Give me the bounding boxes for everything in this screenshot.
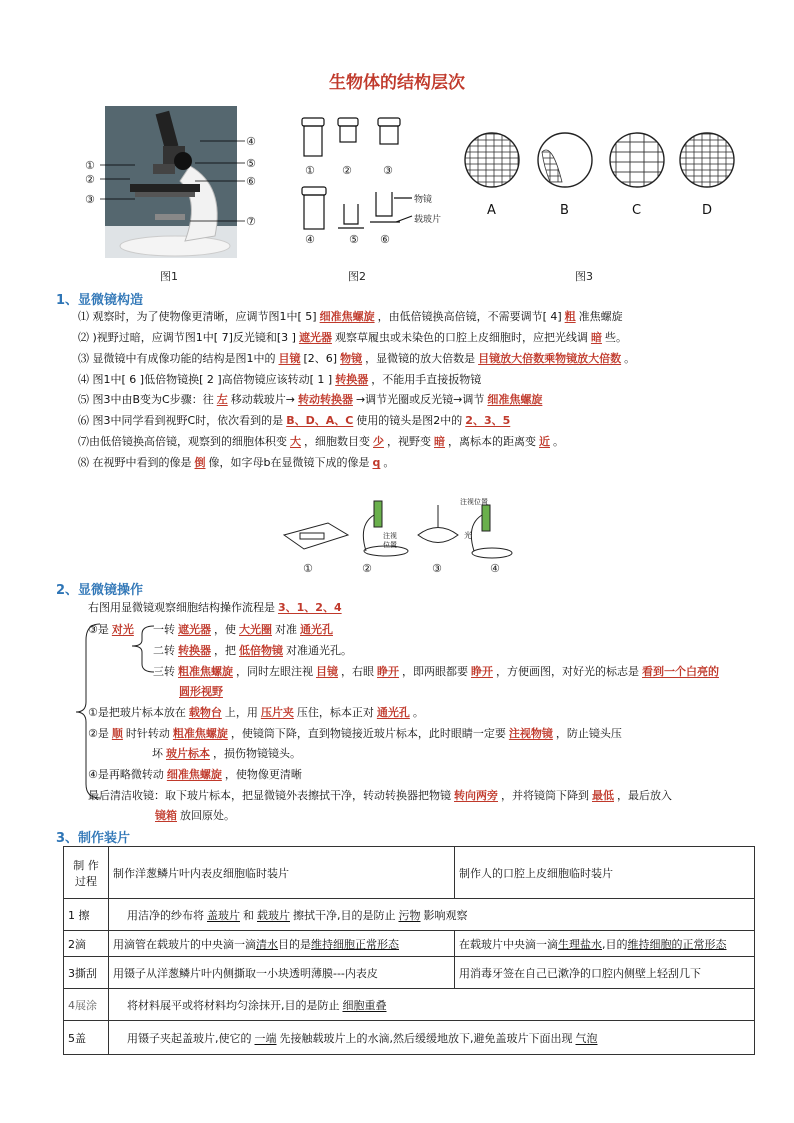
q5-text-mid: 移动载玻片→ <box>230 393 295 406</box>
step1-text: ①是把玻片标本放在 <box>88 706 186 719</box>
step1-text-mid2: 压住，标本正对 <box>296 706 374 719</box>
step-3c <box>153 664 722 680</box>
op-label-2: ② <box>362 562 372 575</box>
fig2-label-4: ④ <box>305 233 315 246</box>
q8-text-mid: 像，如字母b在显微镜下成的像是 <box>208 456 370 469</box>
table-row <box>64 1021 755 1055</box>
step3b-answer-2: 低倍物镜 <box>239 644 283 657</box>
row1-content <box>109 899 755 931</box>
step3b-text-mid: ，把 <box>214 644 236 657</box>
row2-cheek <box>455 931 755 957</box>
fig2-label-3: ③ <box>383 164 393 177</box>
question-7 <box>78 434 564 450</box>
op-intro <box>88 600 345 616</box>
step3a-answer-1: 遮光器 <box>178 623 211 636</box>
section2-heading: 2、显微镜操作 <box>56 583 144 598</box>
q6-answer-1: B、D、A、C <box>286 414 354 427</box>
row1-text-mid: 和 <box>243 908 254 922</box>
step3b-text-post: 对准通光孔。 <box>286 644 352 657</box>
step-2 <box>88 726 622 742</box>
row1-answer-3: 污物 <box>398 908 421 922</box>
step-1 <box>88 705 424 721</box>
table-row <box>64 931 755 957</box>
step2b-text: 坏 <box>152 747 163 760</box>
q8-text: ⑻ 在视野中看到的像是 <box>78 456 192 469</box>
q2-text-post: 些。 <box>604 331 627 344</box>
row5-answer-2: 气泡 <box>575 1031 598 1045</box>
fig3-label-d: D <box>702 203 713 218</box>
row5-answer-1: 一端 <box>254 1031 277 1045</box>
row1-text-mid2: 擦拭干净,目的是防止 <box>293 908 396 922</box>
step2-answer-3: 注视物镜 <box>508 727 553 740</box>
row1-answer-1: 盖玻片 <box>207 908 240 922</box>
row5-step: 5盖 <box>64 1021 109 1055</box>
fig2-slide-label: 载玻片 <box>414 215 442 225</box>
question-8 <box>78 455 394 471</box>
q7-answer-2: 少 <box>373 435 384 448</box>
step2b-text-post: ，损伤物镜镜头。 <box>213 747 301 760</box>
question-2 <box>78 330 627 346</box>
q2-answer-2: 暗 <box>590 331 602 344</box>
step2-text: ②是 <box>88 727 109 740</box>
q7-text: ⑺由低倍镜换高倍镜，观察到的细胞体积变 <box>78 435 287 448</box>
step2-text-mid2: ，使镜筒下降，直到物镜接近玻片标本，此时眼睛一定要 <box>230 727 506 740</box>
fig3-label-c: C <box>632 203 642 218</box>
q3-answer-1: 目镜 <box>278 352 301 365</box>
q5-answer-1: 左 <box>216 393 228 406</box>
step1-text-post: 。 <box>412 706 424 719</box>
step2-answer-2: 粗准焦螺旋 <box>172 727 228 740</box>
op-label-3: ③ <box>432 562 442 575</box>
step3c-text-mid2: ，右眼 <box>341 665 374 678</box>
q5-text-mid2: →调节光圈或反光镜→调节 <box>355 393 485 406</box>
fig1-callout-3: ③ <box>85 193 95 206</box>
step3c-text-mid: ，同时左眼注视 <box>236 665 313 678</box>
q1-text-post: 准焦螺旋 <box>578 310 623 323</box>
row1-answer-2: 载玻片 <box>257 908 290 922</box>
q7-answer-4: 近 <box>539 435 550 448</box>
step3c-text-mid3: ，即两眼都要 <box>402 665 468 678</box>
cleanup2-answer: 镜箱 <box>155 809 177 822</box>
fig2-label-1: ① <box>305 164 315 177</box>
step3c-answer-3: 睁开 <box>377 665 399 678</box>
fig2-label-2: ② <box>342 164 352 177</box>
row4-content <box>109 989 755 1021</box>
fig1-caption: 图1 <box>160 270 178 283</box>
step3-answer: 对光 <box>111 623 134 636</box>
step3a-answer-2: 大光圈 <box>239 623 272 636</box>
row2-left-answer-1: 清水 <box>256 937 278 951</box>
table-row <box>64 899 755 931</box>
fig1-callout-5: ⑤ <box>246 157 256 170</box>
step3c-answer-5: 看到一个白亮的 <box>642 665 719 678</box>
q3-text-mid2: ，显微镜的放大倍数是 <box>365 352 476 365</box>
lens-diagram <box>292 112 462 247</box>
q6-text-mid: 使用的镜头是图2中的 <box>356 414 463 427</box>
q1-text: ⑴ 观察时，为了使物像更清晰，应调节图1中[ 5] <box>78 310 317 323</box>
op-watch-label-left: 注视位置 <box>383 532 397 549</box>
fig2-caption: 图2 <box>348 270 366 283</box>
q3-text-mid: [2、6] <box>303 352 338 365</box>
row2-left-text-mid: 目的是 <box>278 937 311 951</box>
step2-answer-1: 顺 <box>111 727 123 740</box>
fig1-callout-7: ⑦ <box>246 215 256 228</box>
cleanup-text-mid: ，并将镜筒下降到 <box>501 789 589 802</box>
q3-text-post: 。 <box>624 352 636 365</box>
step-2b <box>152 746 301 762</box>
cleanup2-text-post: 放回原处。 <box>180 809 235 822</box>
step3c-answer-1: 粗准焦螺旋 <box>178 665 233 678</box>
q2-text-mid: 观察草履虫或未染色的口腔上皮细胞时，应把光线调 <box>334 331 588 344</box>
step1-text-mid: 上，用 <box>224 706 258 719</box>
table-header-onion: 制作洋葱鳞片叶内表皮细胞临时装片 <box>109 847 455 899</box>
q1-answer-1: 细准焦螺旋 <box>319 310 375 323</box>
q7-text-mid3: ，离标本的距离变 <box>448 435 536 448</box>
step1-answer-3: 通光孔 <box>376 706 410 719</box>
step3c-answer-2: 目镜 <box>316 665 338 678</box>
q3-text: ⑶ 显微镜中有成像功能的结构是图1中的 <box>78 352 276 365</box>
row1-text: 用洁净的纱布将 <box>127 908 204 922</box>
q7-answer-3: 暗 <box>434 435 445 448</box>
step1-answer-1: 载物台 <box>188 706 222 719</box>
row3-onion: 用镊子从洋葱鳞片叶内侧撕取一小块透明薄膜---内表皮 <box>109 957 455 989</box>
row2-left-answer-2: 维持细胞正常形态 <box>311 937 399 951</box>
fig2-objective-label: 物镜 <box>414 195 433 205</box>
step-3b <box>153 643 352 659</box>
cleanup-answer-2: 最低 <box>592 789 614 802</box>
op-label-4: ④ <box>490 562 500 575</box>
fig2-label-6: ⑥ <box>380 233 390 246</box>
fig3-label-b: B <box>560 203 569 218</box>
step1-answer-2: 压片夹 <box>260 706 294 719</box>
step2b-answer: 玻片标本 <box>166 747 210 760</box>
step3d-answer: 圆形视野 <box>179 685 223 698</box>
fig1-callout-lines <box>80 135 270 235</box>
row2-step: 2滴 <box>64 931 109 957</box>
q7-answer-1: 大 <box>290 435 301 448</box>
q8-text-post: 。 <box>383 456 395 469</box>
row5-text: 用镊子夹起盖玻片,使它的 <box>127 1031 252 1045</box>
fig2-label-5: ⑤ <box>349 233 359 246</box>
table-header-row <box>64 847 755 899</box>
step3c-text-mid4: ，方便画图，对好光的标志是 <box>496 665 639 678</box>
cleanup <box>88 788 672 804</box>
step-3d <box>176 684 226 700</box>
step3a-answer-3: 通光孔 <box>300 623 333 636</box>
question-5 <box>78 392 545 408</box>
row2-right-answer-2: 维持细胞的正常形态 <box>627 937 727 951</box>
section1-heading: 1、显微镜构造 <box>56 293 144 308</box>
question-6 <box>78 413 513 429</box>
table-header-cheek: 制作人的口腔上皮细胞临时装片 <box>455 847 755 899</box>
fig1-callout-6: ⑥ <box>246 175 256 188</box>
table-row <box>64 989 755 1021</box>
row4-step: 4展涂 <box>64 989 109 1021</box>
op-intro-answer: 3、1、2、4 <box>278 601 342 614</box>
row5-content <box>109 1021 755 1055</box>
q4-text: ⑷ 图1中[ 6 ]低倍物镜换[ 2 ]高倍物镜应该转动[ 1 ] <box>78 373 333 386</box>
question-4 <box>78 372 481 388</box>
op-label-1: ① <box>303 562 313 575</box>
q8-answer-1: 倒 <box>194 456 206 469</box>
step4-text: ④是再略微转动 <box>88 768 164 781</box>
q2-answer-1: 遮光器 <box>298 331 332 344</box>
cleanup-text: 最后清洁收镜：取下玻片标本，把显微镜外表擦拭干净，转动转换器把物镜 <box>88 789 451 802</box>
step2-text-mid: 时针转动 <box>125 727 170 740</box>
section3-heading: 3、制作装片 <box>56 831 131 846</box>
step3a-text-mid2: 对准 <box>275 623 297 636</box>
q4-answer-1: 转换器 <box>335 373 369 386</box>
cleanup-2 <box>152 808 235 824</box>
row2-right-answer-1: 生理盐水 <box>558 937 602 951</box>
q7-text-mid2: ，视野变 <box>387 435 431 448</box>
op-watch-label-top: 注视位置 <box>460 498 488 506</box>
q6-text: ⑹ 图3中同学看到视野C时，依次看到的是 <box>78 414 284 427</box>
step-3-title <box>88 622 137 638</box>
question-1 <box>78 309 623 325</box>
field-of-view-diagram <box>462 122 762 202</box>
q5-answer-3: 细准焦螺旋 <box>487 393 543 406</box>
row3-step: 3撕刮 <box>64 957 109 989</box>
slide-prep-table <box>63 846 755 1055</box>
fig3-label-a: A <box>487 203 496 218</box>
step3c-answer-4: 睁开 <box>471 665 493 678</box>
cleanup-answer-1: 转向两旁 <box>454 789 498 802</box>
step4-text-post: ，使物像更清晰 <box>224 768 302 781</box>
step-3a <box>153 622 336 638</box>
fig1-callout-4: ④ <box>246 135 256 148</box>
row5-text-mid: 先接触载玻片上的水滴,然后缓缓地放下,避免盖玻片下面出现 <box>279 1031 573 1045</box>
step3c-text: 三转 <box>153 665 175 678</box>
fig1-callout-1: ① <box>85 159 95 172</box>
row2-onion <box>109 931 455 957</box>
q5-answer-2: 转动转换器 <box>297 393 353 406</box>
step3b-answer-1: 转换器 <box>178 644 211 657</box>
q1-text-mid: ，由低倍镜换高倍镜，不需要调节[ 4] <box>377 310 562 323</box>
step3a-text: 一转 <box>153 623 175 636</box>
q3-answer-2: 物镜 <box>340 352 363 365</box>
q1-answer-2: 粗 <box>564 310 576 323</box>
row1-text-post: 影响观察 <box>423 908 468 922</box>
q7-text-post: 。 <box>553 435 564 448</box>
question-3 <box>78 351 635 367</box>
row4-answer-1: 细胞重叠 <box>342 998 387 1012</box>
step-4 <box>88 767 302 783</box>
step3-text: ③是 <box>88 623 109 636</box>
q6-answer-2: 2、3、5 <box>465 414 511 427</box>
q3-answer-3: 目镜放大倍数乘物镜放大倍数 <box>478 352 622 365</box>
step3b-text: 二转 <box>153 644 175 657</box>
row2-right-text-mid: ,目的 <box>602 937 628 951</box>
q5-text: ⑸ 图3中由B变为C步骤：往 <box>78 393 214 406</box>
row3-cheek: 用消毒牙签在自己已漱净的口腔内侧壁上轻刮几下 <box>455 957 755 989</box>
step3a-text-mid: ，使 <box>214 623 236 636</box>
row2-left-text: 用滴管在载玻片的中央滴一滴 <box>113 937 256 951</box>
table-header-process: 制 作 过程 <box>64 847 109 899</box>
fig3-caption: 图3 <box>575 270 593 283</box>
op-intro-text: 右图用显微镜观察细胞结构操作流程是 <box>88 601 275 614</box>
step4-answer: 细准焦螺旋 <box>166 768 222 781</box>
q4-text-post: ，不能用手直接扳物镜 <box>371 373 482 386</box>
op-light-label: 光 <box>464 531 472 540</box>
row2-right-text: 在载玻片中央滴一滴 <box>459 937 558 951</box>
q7-text-mid: ，细胞数目变 <box>304 435 370 448</box>
q8-answer-2: q <box>372 456 381 469</box>
row4-text: 将材料展平或将材料均匀涂抹开,目的是防止 <box>127 998 340 1012</box>
q2-text: ⑵ )视野过暗，应调节图1中[ 7]反光镜和[3 ] <box>78 331 296 344</box>
step2-text-post: ，防止镜头压 <box>555 727 622 740</box>
cleanup-text-post: ，最后放入 <box>617 789 672 802</box>
row1-step: 1 擦 <box>64 899 109 931</box>
fig1-callout-2: ② <box>85 173 95 186</box>
page-title: 生物体的结构层次 <box>329 73 465 93</box>
table-row <box>64 957 755 989</box>
